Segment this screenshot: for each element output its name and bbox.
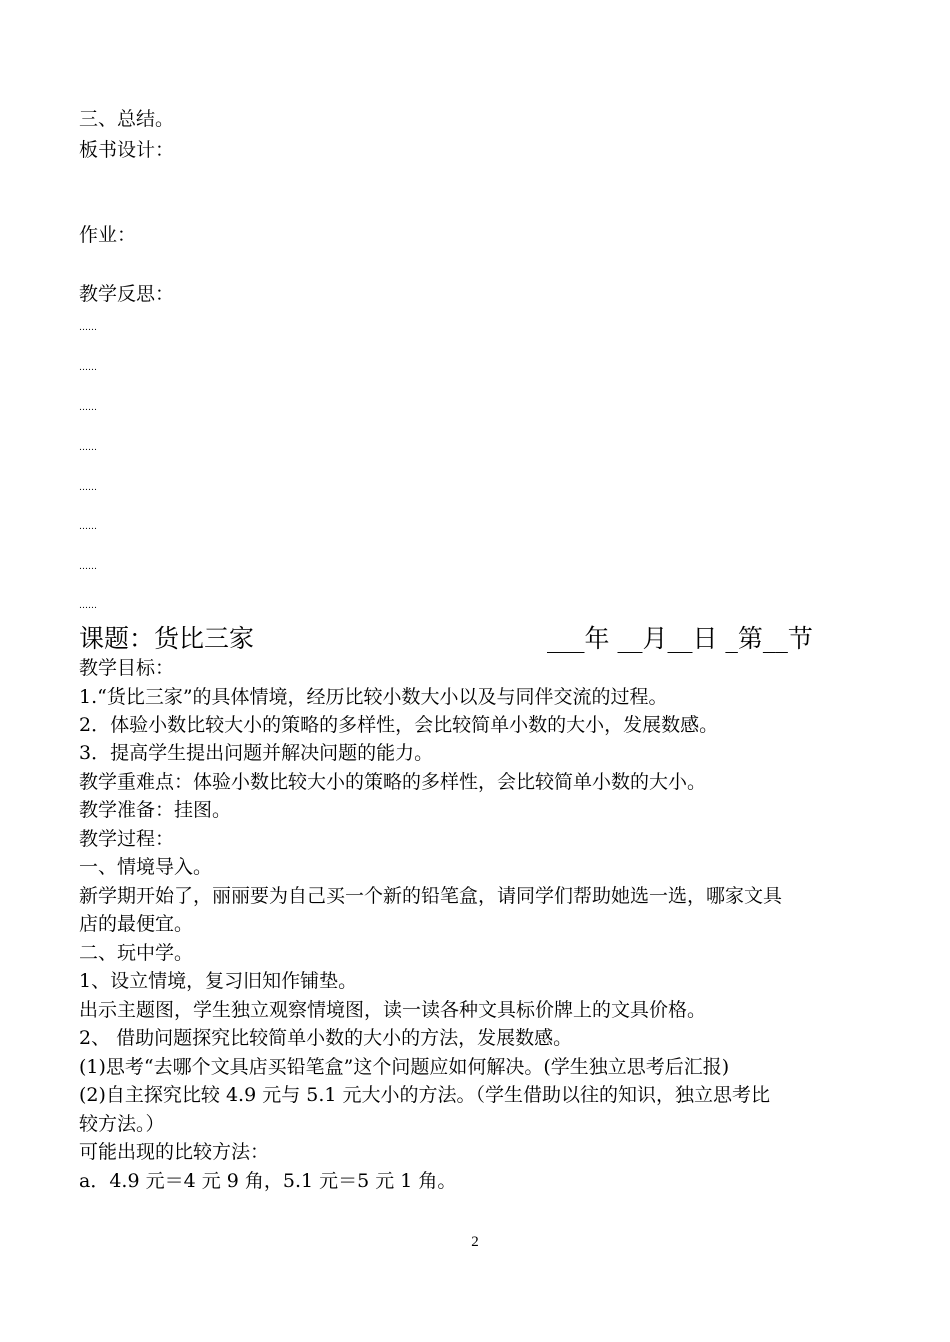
reflection-dots-6: …… bbox=[79, 522, 97, 532]
lesson-line: 一、情境导入。 bbox=[79, 856, 213, 878]
reflection-dots-8: …… bbox=[79, 601, 97, 611]
lesson-line: 2．体验小数比较大小的策略的多样性，会比较简单小数的大小，发展数感。 bbox=[79, 714, 719, 736]
lesson-line: 教学重难点：体验小数比较大小的策略的多样性，会比较简单小数的大小。 bbox=[79, 771, 707, 793]
homework-label: 作业： bbox=[79, 224, 137, 246]
reflection-dots-2: …… bbox=[79, 363, 97, 373]
lesson-line: 教学过程： bbox=[79, 828, 175, 850]
reflection-dots-3: …… bbox=[79, 403, 97, 413]
reflection-dots-5: …… bbox=[79, 483, 97, 493]
reflection-dots-7: …… bbox=[79, 562, 97, 572]
lesson-line: 出示主题图，学生独立观察情境图，读一读各种文具标价牌上的文具价格。 bbox=[79, 999, 707, 1021]
lesson-line: 教学准备：挂图。 bbox=[79, 799, 232, 821]
lesson-title-row bbox=[79, 623, 859, 655]
reflection-dots-1: …… bbox=[79, 323, 97, 333]
reflection-dots-4: …… bbox=[79, 443, 97, 453]
lesson-date-line: ___年 __月__日 _第__节 bbox=[547, 624, 813, 653]
page-number: 2 bbox=[471, 1234, 479, 1250]
lesson-line: a．4.9 元＝4 元 9 角，5.1 元＝5 元 1 角。 bbox=[79, 1170, 457, 1192]
section-summary: 三、总结。 bbox=[79, 108, 175, 130]
lesson-line: 可能出现的比较方法： bbox=[79, 1141, 270, 1163]
lesson-line: 二、玩中学。 bbox=[79, 942, 194, 964]
lesson-line: 新学期开始了，丽丽要为自己买一个新的铅笔盒，请同学们帮助她选一选，哪家文具 bbox=[79, 885, 783, 907]
lesson-line: 较方法。） bbox=[79, 1113, 165, 1135]
lesson-title: 课题：货比三家 bbox=[79, 624, 255, 653]
lesson-line: 店的最便宜。 bbox=[79, 913, 194, 935]
lesson-line: 1、设立情境，复习旧知作铺垫。 bbox=[79, 970, 358, 992]
lesson-line: 2、 借助问题探究比较简单小数的大小的方法，发展数感。 bbox=[79, 1027, 573, 1049]
lesson-line: (2)自主探究比较 4.9 元与 5.1 元大小的方法。（学生借助以往的知识，独立思考比 bbox=[79, 1084, 771, 1106]
lesson-line: (1)思考“去哪个文具店买铅笔盒”这个问题应如何解决。(学生独立思考后汇报) bbox=[79, 1056, 730, 1078]
board-design-label: 板书设计： bbox=[79, 139, 175, 161]
lesson-line: 教学目标： bbox=[79, 657, 175, 679]
lesson-line: 3．提高学生提出问题并解决问题的能力。 bbox=[79, 742, 434, 764]
reflection-label: 教学反思： bbox=[79, 283, 175, 305]
lesson-line: 1.“货比三家”的具体情境，经历比较小数大小以及与同伴交流的过程。 bbox=[79, 686, 668, 708]
